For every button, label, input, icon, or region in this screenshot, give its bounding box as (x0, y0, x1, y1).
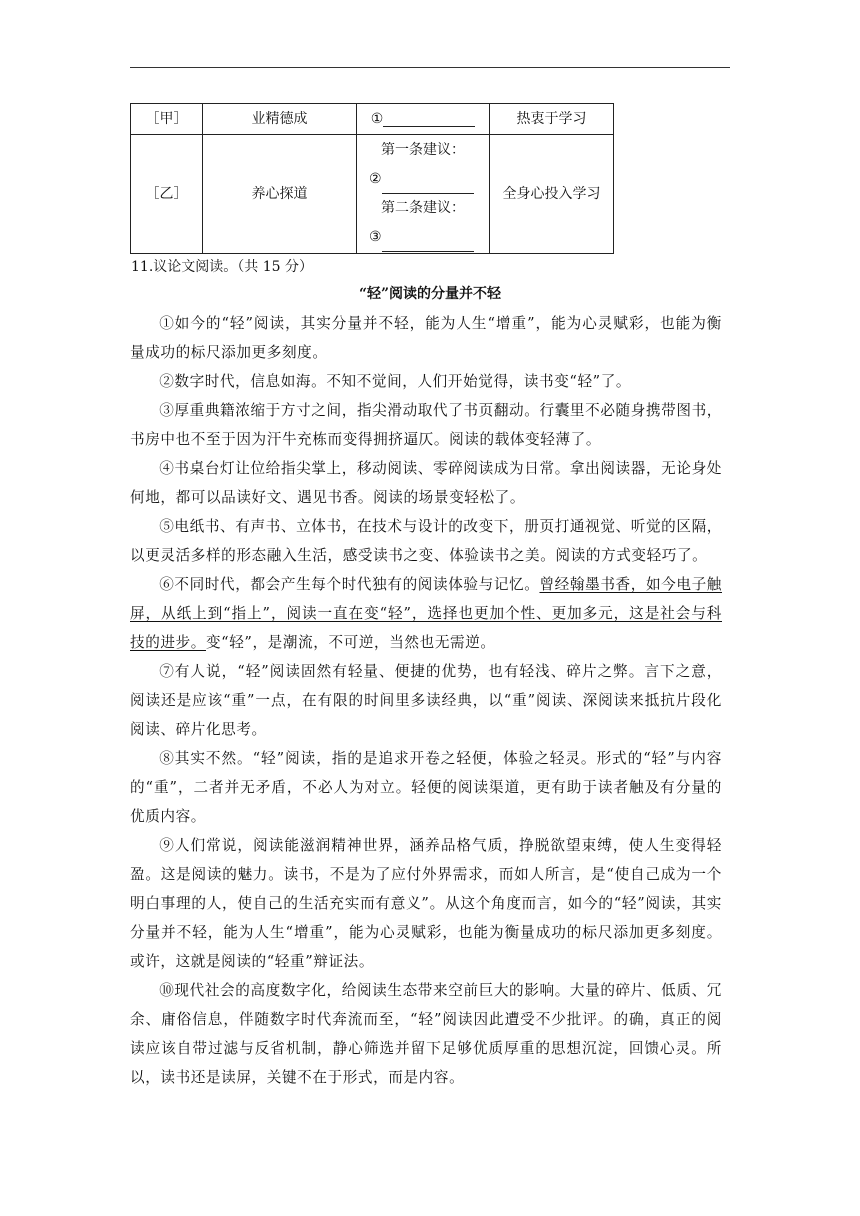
suggestion-cell (357, 135, 490, 254)
paragraph-4: ④书桌台灯让位给指尖掌上，移动阅读、零碎阅读成为日常。拿出阅读器，无论身处何地，都可以品读好文、遇见书香。阅读的场景变轻松了。 (130, 460, 722, 506)
fill-blank-line[interactable] (382, 237, 474, 252)
blank-number: ① (370, 110, 384, 127)
table-row (131, 104, 614, 135)
row-label-jia: ［甲］ (131, 104, 203, 135)
paragraph-5: ⑤电纸书、有声书、立体书，在技术与设计的改变下，册页打通视觉、听觉的区隔，以更灵活多样的形态融入生活，感受读书之变、体验读书之美。阅读的方式变轻巧了。 (130, 518, 722, 564)
row-label-yi: ［乙］ (131, 135, 203, 254)
paragraph-9: ⑨人们常说，阅读能滋润精神世界，涵养品格气质，挣脱欲望束缚，使人生变得轻盈。这是阅读的魅力。读书，不是为了应付外界需求，而如人所言，是“使自己成为一个明白事理的人，使自己的生活充实而有意义”。从这个角度而言，如今的“轻”阅读，其实分量并不轻，能为人生“增重”，能为心灵赋彩，也能为衡量成功的标尺添加更多刻度。或许，这就是阅读的“轻重”辩证法。 (130, 837, 722, 970)
paragraph-6-tail: 变“轻”，是潮流，不可逆，当然也无需逆。 (205, 634, 496, 651)
blank-number: ③ (369, 229, 382, 245)
paragraph-10: ⑩现代社会的高度数字化，给阅读生态带来空前巨大的影响。大量的碎片、低质、冗余、庸俗信息，伴随数字时代奔流而至，“轻”阅读因此遭受不少批评。的确，真正的阅读应该自带过滤与反省机制，静心筛选并留下足够优质厚重的思想沉淀，回馈心灵。所以，读书还是读屏，关键不在于形式，而是内容。 (130, 982, 722, 1086)
paragraph-8: ⑧其实不然。“轻”阅读，指的是追求开卷之轻便，体验之轻灵。形式的“轻”与内容的“重”，二者并无矛盾，不必人为对立。轻便的阅读渠道，更有助于读者触及有分量的优质内容。 (130, 750, 722, 825)
paragraph-6 (130, 570, 722, 657)
cell-theme: 养心探道 (203, 135, 357, 254)
paragraph-3: ③厚重典籍浓缩于方寸之间，指尖滑动取代了书页翻动。行囊里不必随身携带图书，书房中也不至于因为汗牛充栋而变得拥挤逼仄。阅读的载体变轻薄了。 (130, 402, 722, 448)
question-heading: 11.议论文阅读。（共 15 分） (131, 259, 313, 275)
fill-blank-line[interactable] (383, 112, 475, 127)
cell-theme: 业精德成 (203, 104, 357, 135)
paragraph-7: ⑦有人说，“轻”阅读固然有轻量、便捷的优势，也有轻浅、碎片之弊。言下之意，阅读还是应该“重”一点，在有限的时间里多读经典，以“重”阅读、深阅读来抵抗片段化阅读、碎片化思考。 (130, 663, 722, 738)
blank-number: ② (369, 171, 382, 187)
paragraph-1: ①如今的“轻”阅读，其实分量并不轻，能为人生“增重”，能为心灵赋彩，也能为衡量成功的标尺添加更多刻度。 (130, 315, 722, 361)
blank-row-2 (357, 165, 489, 194)
cell-attitude: 全身心投入学习 (490, 135, 614, 254)
suggestion-label-1: 第一条建议： (381, 142, 465, 158)
paragraph-6-lead: ⑥不同时代，都会产生每个时代独有的阅读体验与记忆。 (159, 576, 540, 593)
header-rule (130, 67, 730, 68)
suggestion-label-2: 第二条建议： (381, 200, 465, 216)
table-row (131, 135, 614, 254)
article-title: “轻”阅读的分量并不轻 (358, 286, 502, 302)
cell-attitude: 热衷于学习 (490, 104, 614, 135)
paragraph-2: ②数字时代，信息如海。不知不觉间，人们开始觉得，读书变“轻”了。 (159, 373, 632, 390)
blank-row-3 (357, 223, 489, 252)
underlined-sentence: 曾经翰墨书香，如今电子触屏，从纸上到“指上”，阅读一直在变“轻”，选择也更加个性、更加多元，这是社会与科技的进步。 (130, 576, 722, 651)
article-body (130, 309, 722, 1092)
blank-cell-1 (357, 104, 490, 135)
fill-blank-line[interactable] (382, 179, 474, 194)
answer-table (130, 103, 614, 254)
